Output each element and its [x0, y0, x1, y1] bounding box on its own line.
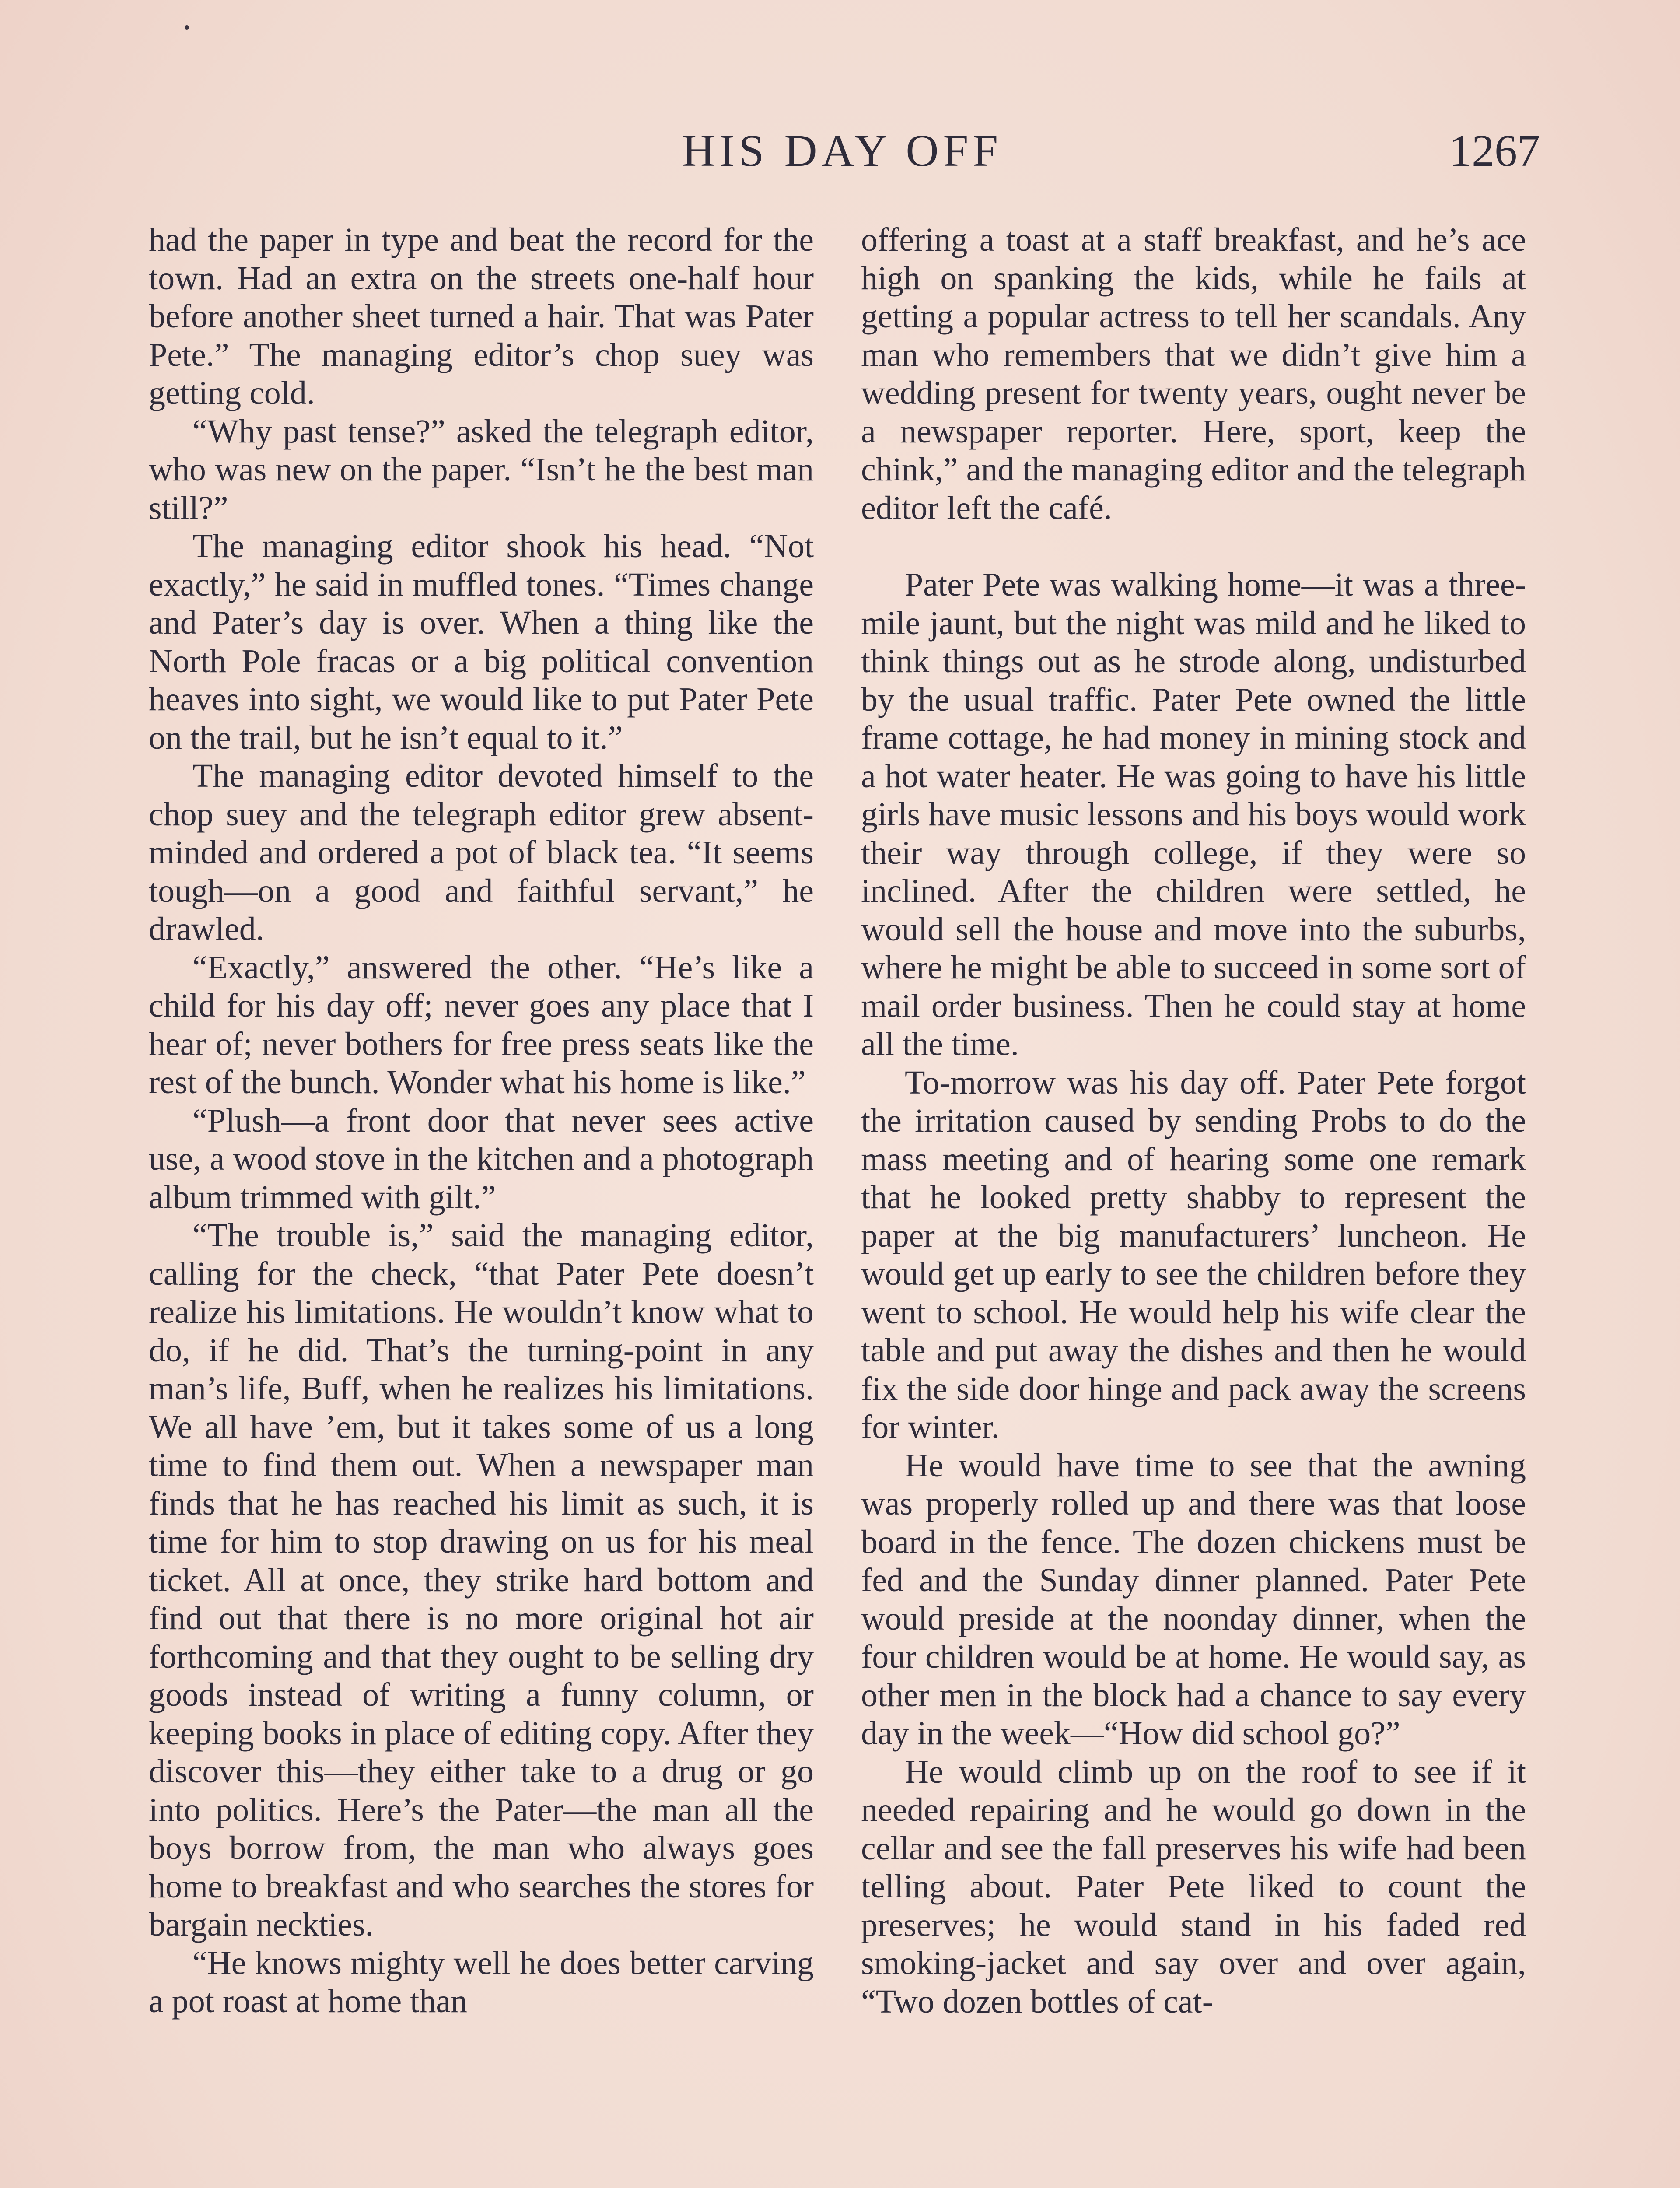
paragraph: had the paper in type and beat the record for the town. Had an extra on the streets one-half hour before another sheet turned a hair. That was Pater Pete.” The managing editor’s chop suey was getting cold. [149, 221, 814, 411]
paragraph: offering a toast at a staff breakfast, and he’s ace high on spanking the kids, while he fails at getting a popular actress to tell her scandals. Any man who remembers that we didn’t give him a wedding present for twenty years, ought never be a newspaper reporter. Here, sport, keep the chink,” and the managing editor and the telegraph editor left the café. [861, 221, 1526, 526]
paragraph: “Exactly,” answered the other. “He’s like a child for his day off; never goes any place that I hear of; never bothers for free press seats like the rest of the bunch. Wonder what his home is like.” [149, 949, 814, 1101]
paragraph: He would have time to see that the awning was properly rolled up and there was that loose board in the fence. The dozen chickens must be fed and the Sunday dinner planned. Pater Pete would preside at the noonday dinner, when the four children would be at home. He would say, as other men in the block had a chance to say every day in the week—“How did school go?” [861, 1447, 1526, 1752]
page-number: 1267 [1449, 126, 1540, 176]
page-header [144, 125, 1540, 186]
paragraph: He would climb up on the roof to see if it needed repairing and he would go down in the cellar and see the fall preserves his wife had been telling about. Pater Pete liked to count the preserves; he would stand in his faded red smoking-jacket and say over and over again, “Two dozen bottles of cat- [861, 1753, 1526, 2020]
paragraph: “The trouble is,” said the managing editor, calling for the check, “that Pater Pete doesn’t realize his limitations. He wouldn’t know what to do, if he did. That’s the turning-point in any man’s life, Buff, when he realizes his limitations. We all have ’em, but it takes some of us a long time to find them out. When a newspaper man finds that he has reached his limit as such, it is time for him to stop drawing on us for his meal ticket. All at once, they strike hard bottom and find out that there is no more original hot air forthcoming and that they ought to be selling dry goods instead of writing a funny column, or keeping books in place of editing copy. After they discover this—they either take to a drug or go into politics. Here’s the Pater—the man all the boys borrow from, the man who always goes home to breakfast and who searches the stores for bargain neckties. [149, 1217, 814, 1943]
paragraph: Pater Pete was walking home—it was a three-mile jaunt, but the night was mild and he liked to think things out as he strode along, undisturbed by the usual traffic. Pater Pete owned the little frame cottage, he had money in mining stock and a hot water heater. He was going to have his little girls have music lessons and his boys would work their way through college, if they were so inclined. After the children were settled, he would sell the house and move into the suburbs, where he might be able to succeed in some sort of mail order business. Then he could stay at home all the time. [861, 566, 1526, 1062]
paragraph: “Plush—a front door that never sees active use, a wood stove in the kitchen and a photograph album trimmed with gilt.” [149, 1102, 814, 1216]
right-column [861, 221, 1526, 2021]
paragraph: To-morrow was his day off. Pater Pete forgot the irritation caused by sending Probs to do the mass meeting and of hearing some one remark that he looked pretty shabby to represent the paper at the big manufacturers’ luncheon. He would get up early to see the children before they went to school. He would help his wife clear the table and put away the dishes and then he would fix the side door hinge and pack away the screens for winter. [861, 1064, 1526, 1445]
paragraph: “Why past tense?” asked the telegraph editor, who was new on the paper. “Isn’t he the best man still?” [149, 413, 814, 526]
paragraph: “He knows mighty well he does better carving a pot roast at home than [149, 1944, 814, 2020]
paragraph: The managing editor devoted himself to the chop suey and the telegraph editor grew absent-minded and ordered a pot of black tea. “It seems tough—on a good and faithful servant,” he drawled. [149, 757, 814, 947]
paragraph: The managing editor shook his head. “Not exactly,” he said in muffled tones. “Times change and Pater’s day is over. When a thing like the North Pole fracas or a big political convention heaves into sight, we would like to put Pater Pete on the trail, but he isn’t equal to it.” [149, 528, 814, 756]
print-speck [185, 25, 189, 30]
running-title: HIS DAY OFF [682, 126, 1003, 176]
left-column [149, 221, 814, 2021]
